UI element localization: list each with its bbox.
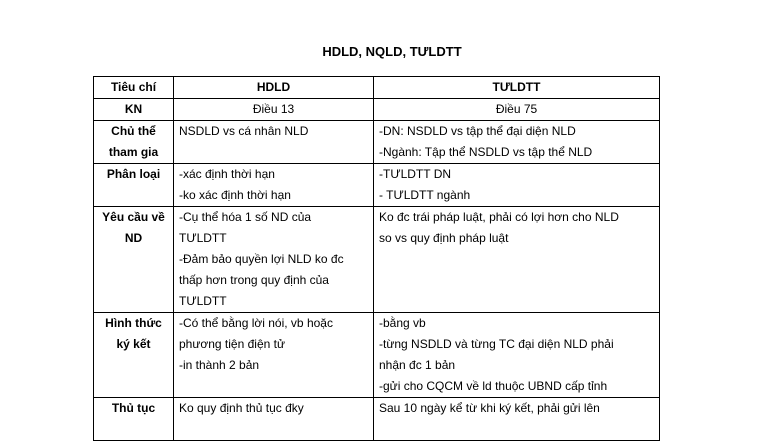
criteria-chuthe: Chủ thể tham gia <box>94 121 174 164</box>
tuldtt-hinhthuc: -bằng vb -từng NSDLD và từng TC đại diện NLD phải nhận đc 1 bản -gửi cho CQCM về ld thuộc UBND cấp tỉnh <box>374 313 660 398</box>
tuldtt-yeucau: Ko đc trái pháp luật, phải có lợi hơn cho NLD so vs quy định pháp luật <box>374 207 660 313</box>
table-row <box>94 398 660 441</box>
criteria-thutuc: Thủ tục <box>94 398 174 441</box>
criteria-yeucau: Yêu cầu về ND <box>94 207 174 313</box>
header-hdld: HDLD <box>174 77 374 99</box>
hdld-chuthe: NSDLD vs cá nhân NLD <box>174 121 374 164</box>
tuldtt-thutuc: Sau 10 ngày kể từ khi ký kết, phải gửi lên <box>374 398 660 441</box>
table-row <box>94 313 660 398</box>
table-row <box>94 207 660 313</box>
tuldtt-kn: Điều 75 <box>374 99 660 121</box>
table-row <box>94 99 660 121</box>
table-row <box>94 121 660 164</box>
hdld-phanloai: -xác định thời hạn -ko xác định thời hạn <box>174 164 374 207</box>
hdld-thutuc: Ko quy định thủ tục đky <box>174 398 374 441</box>
hdld-kn: Điều 13 <box>174 99 374 121</box>
criteria-kn: KN <box>94 99 174 121</box>
criteria-phanloai: Phân loại <box>94 164 174 207</box>
comparison-table <box>93 76 660 441</box>
header-tuldtt: TƯLDTT <box>374 77 660 99</box>
criteria-hinhthuc: Hình thức ký kết <box>94 313 174 398</box>
page-title: HDLD, NQLD, TƯLDTT <box>322 44 462 59</box>
hdld-yeucau: -Cụ thể hóa 1 số ND của TƯLDTT -Đảm bảo quyền lợi NLD ko đc thấp hơn trong quy định của TƯLDTT <box>174 207 374 313</box>
header-criteria: Tiêu chí <box>94 77 174 99</box>
table-header-row <box>94 77 660 99</box>
table-row <box>94 164 660 207</box>
tuldtt-chuthe: -DN: NSDLD vs tập thể đại diện NLD -Ngành: Tập thể NSDLD vs tập thể NLD <box>374 121 660 164</box>
tuldtt-phanloai: -TƯLDTT DN - TƯLDTT ngành <box>374 164 660 207</box>
hdld-hinhthuc: -Có thể bằng lời nói, vb hoặc phương tiện điện tử -in thành 2 bản <box>174 313 374 398</box>
